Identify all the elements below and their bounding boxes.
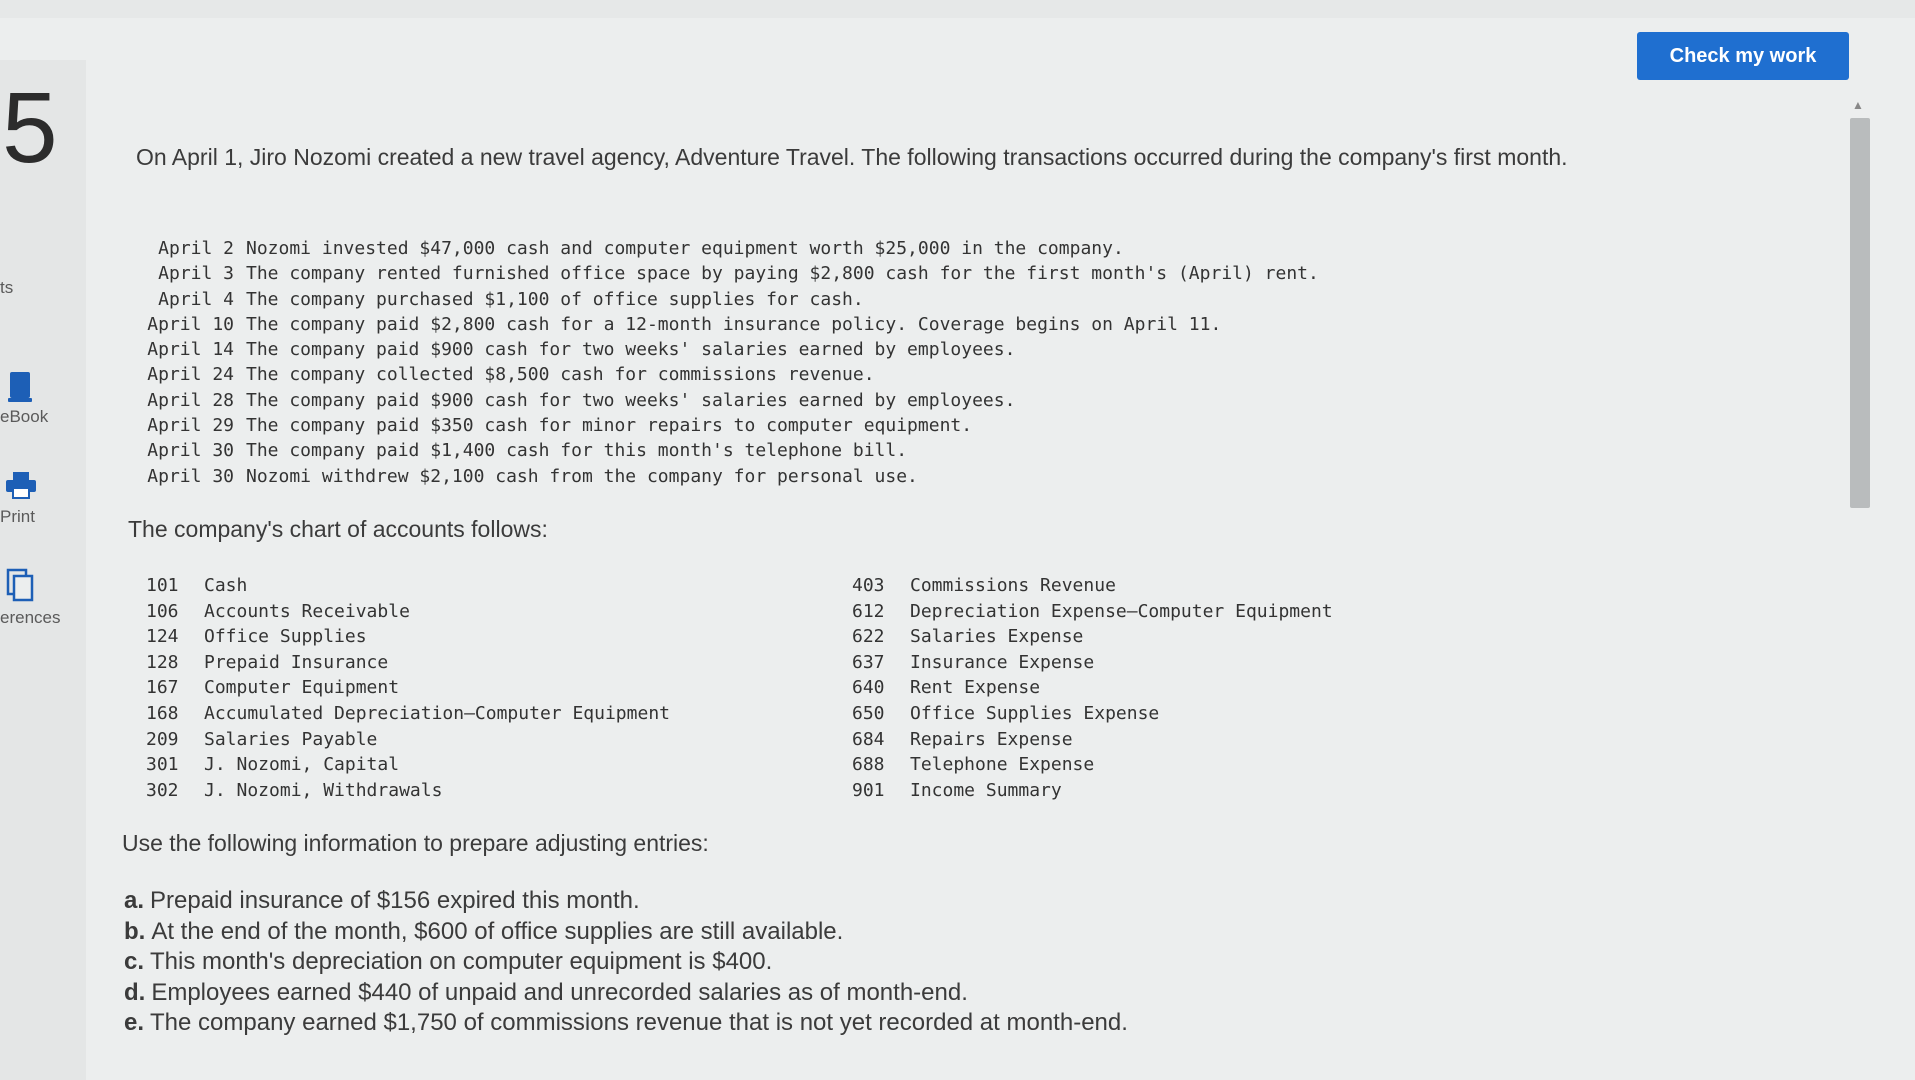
transaction-text: The company paid $900 cash for two weeks' salaries earned by employees. — [246, 389, 1016, 411]
adjustment-item — [124, 917, 1128, 948]
top-bar — [0, 0, 1915, 18]
adjustment-letter: a. — [124, 887, 145, 914]
check-my-work-button[interactable]: Check my work — [1637, 32, 1849, 80]
adjustment-text: Prepaid insurance of $156 expired this month. — [150, 887, 640, 914]
adjustment-text: Employees earned $440 of unpaid and unrecorded salaries as of month-end. — [151, 978, 968, 1006]
account-name: Telephone Expense — [910, 754, 1095, 776]
adjustments-intro: Use the following information to prepare adjusting entries: — [122, 830, 709, 856]
adjustment-item — [124, 978, 1128, 1009]
transaction-row — [130, 312, 1319, 337]
transaction-date: April 14 — [147, 339, 234, 361]
account-number: 640 — [852, 677, 885, 699]
account-row — [146, 727, 670, 753]
transaction-row — [130, 337, 1319, 362]
transaction-row — [130, 413, 1319, 438]
transaction-date: April 24 — [147, 364, 234, 386]
account-number: 302 — [146, 779, 179, 801]
accounts-right-column — [852, 573, 1333, 803]
transaction-row — [130, 261, 1319, 286]
account-number: 301 — [146, 754, 179, 776]
account-number: 403 — [852, 575, 885, 596]
adjustment-text: At the end of the month, $600 of office supplies are still available. — [151, 917, 844, 945]
adjustment-letter: e. — [124, 1009, 145, 1036]
account-row — [146, 573, 670, 599]
adjustment-item — [124, 1008, 1128, 1039]
account-row — [852, 727, 1333, 753]
references-icon[interactable] — [4, 568, 36, 607]
transaction-text: Nozomi withdrew $2,100 cash from the company for personal use. — [246, 465, 918, 487]
account-row — [146, 675, 670, 701]
account-name: Insurance Expense — [910, 651, 1095, 673]
account-row — [146, 624, 670, 650]
adjustment-item — [124, 947, 1128, 978]
account-number: 128 — [146, 651, 179, 673]
account-name: Accounts Receivable — [204, 600, 410, 622]
account-name: Commissions Revenue — [910, 575, 1116, 596]
scrollbar[interactable] — [1848, 98, 1872, 1080]
account-name: Computer Equipment — [204, 677, 400, 699]
book-icon[interactable] — [4, 370, 34, 409]
adjustment-letter: d. — [124, 978, 146, 1006]
account-row — [852, 752, 1333, 778]
account-name: Accumulated Depreciation—Computer Equipment — [204, 702, 670, 724]
account-number: 167 — [146, 677, 179, 699]
account-number: 650 — [852, 702, 885, 724]
account-name: Cash — [204, 575, 248, 596]
transaction-text: Nozomi invested $47,000 cash and computer equipment worth $25,000 in the company. — [246, 238, 1124, 259]
account-number: 622 — [852, 626, 885, 648]
transaction-row — [130, 438, 1319, 463]
account-row — [146, 778, 670, 804]
sidebar-item-label[interactable]: ts — [0, 278, 14, 297]
transaction-date: April 29 — [147, 415, 234, 437]
transaction-date: April 28 — [147, 389, 234, 411]
account-name: Prepaid Insurance — [204, 651, 389, 673]
account-name: Repairs Expense — [910, 728, 1073, 750]
adjustment-letter: c. — [124, 948, 145, 975]
account-name: Income Summary — [910, 779, 1062, 801]
transaction-date: April 30 — [147, 465, 234, 487]
account-number: 168 — [146, 702, 179, 724]
account-name: Depreciation Expense—Computer Equipment — [910, 600, 1333, 622]
transaction-text: The company paid $350 cash for minor repairs to computer equipment. — [246, 415, 973, 437]
account-name: Office Supplies — [204, 626, 367, 648]
account-name: Salaries Expense — [910, 626, 1084, 648]
adjustment-text: This month's depreciation on computer equipment is $400. — [150, 948, 773, 975]
account-name: J. Nozomi, Capital — [204, 754, 400, 776]
transaction-row — [130, 362, 1319, 387]
transaction-row — [130, 464, 1319, 489]
transaction-date: April 4 — [158, 288, 234, 310]
transaction-row — [130, 236, 1319, 261]
account-row — [852, 701, 1333, 727]
accounts-left-column — [146, 573, 670, 803]
transaction-row — [130, 287, 1319, 312]
scroll-up-icon[interactable]: ▲ — [1852, 98, 1864, 112]
account-number: 688 — [852, 754, 885, 776]
account-row — [146, 701, 670, 727]
adjustments-list — [124, 886, 1128, 1039]
account-row — [852, 624, 1333, 650]
transaction-text: The company paid $2,800 cash for a 12-month insurance policy. Coverage begins on April 11. — [246, 313, 1222, 335]
transaction-text: The company collected $8,500 cash for commissions revenue. — [246, 364, 875, 386]
transaction-text: The company purchased $1,100 of office supplies for cash. — [246, 288, 864, 310]
account-number: 106 — [146, 600, 179, 622]
chart-of-accounts-intro: The company's chart of accounts follows: — [128, 516, 548, 542]
account-row — [852, 778, 1333, 804]
account-row — [852, 573, 1333, 599]
transaction-date: April 30 — [147, 440, 234, 462]
adjustment-item — [124, 886, 1128, 917]
adjustment-text: The company earned $1,750 of commissions revenue that is not yet recorded at month-end. — [150, 1009, 1128, 1036]
account-name: Rent Expense — [910, 677, 1041, 699]
problem-intro: On April 1, Jiro Nozomi created a new travel agency, Adventure Travel. The following transactions occurred during the company's first month. — [136, 144, 1568, 170]
account-row — [146, 650, 670, 676]
account-name: Salaries Payable — [204, 728, 378, 750]
account-number: 209 — [146, 728, 179, 750]
transaction-text: The company paid $900 cash for two weeks' salaries earned by employees. — [246, 339, 1016, 361]
account-row — [852, 650, 1333, 676]
account-row — [852, 599, 1333, 625]
transaction-date: April 3 — [158, 263, 234, 285]
account-number: 901 — [852, 779, 885, 801]
transaction-row — [130, 388, 1319, 413]
question-number: 5 — [2, 72, 58, 184]
account-row — [146, 599, 670, 625]
transaction-date: April 2 — [158, 238, 234, 259]
transaction-text: The company paid $1,400 cash for this month's telephone bill. — [246, 440, 908, 462]
printer-icon[interactable] — [4, 470, 38, 505]
account-number: 124 — [146, 626, 179, 648]
transaction-text: The company rented furnished office space by paying $2,800 cash for the first month's (April) rent. — [246, 263, 1319, 285]
account-number: 684 — [852, 728, 885, 750]
account-name: J. Nozomi, Withdrawals — [204, 779, 443, 801]
sidebar-item-references[interactable]: erences — [0, 608, 61, 627]
sidebar-item-print[interactable]: Print — [0, 507, 35, 526]
adjustment-letter: b. — [124, 917, 146, 945]
account-number: 101 — [146, 575, 179, 596]
scroll-thumb[interactable] — [1850, 118, 1870, 508]
account-row — [852, 675, 1333, 701]
transaction-list — [130, 236, 1319, 489]
sidebar-item-ebook[interactable]: eBook — [0, 407, 49, 426]
account-number: 637 — [852, 651, 885, 673]
account-name: Office Supplies Expense — [910, 702, 1160, 724]
account-number: 612 — [852, 600, 885, 622]
account-row — [146, 752, 670, 778]
transaction-date: April 10 — [147, 313, 234, 335]
